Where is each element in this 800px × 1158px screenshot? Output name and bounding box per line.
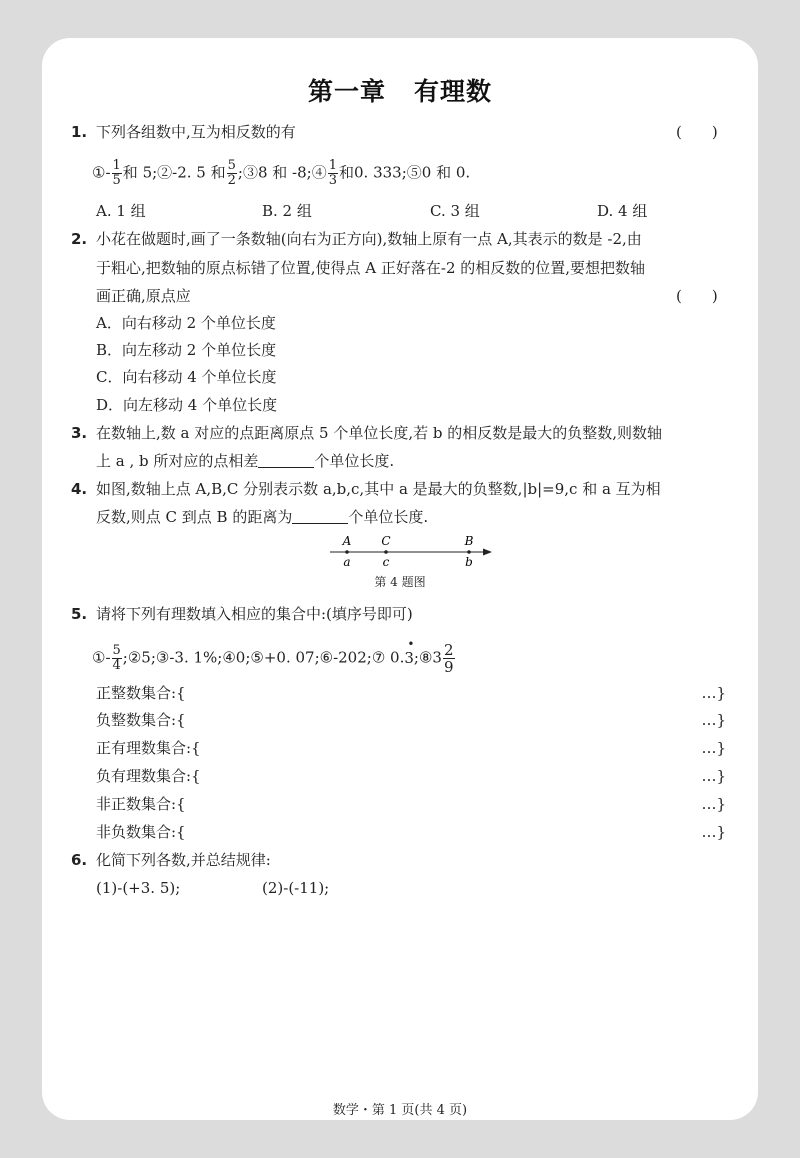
q2-line: 小花在做题时,画了一条数轴(向右为正方向),数轴上原有一点 A,其表示的数是 -2,由	[96, 230, 642, 248]
q1-fraction-1	[112, 159, 122, 188]
q4-number: 4.	[71, 480, 88, 498]
q5-number: 5.	[71, 605, 88, 623]
q1-number: 1.	[71, 123, 88, 141]
q5-number-text: ;②5;③-3. 1%;④0;⑤+0. 07;⑥-202;⑦ 0.	[122, 648, 405, 667]
q3-line2-text: 个单位长度.	[314, 452, 395, 470]
point-a-value: a	[343, 555, 351, 569]
q3-line1: 在数轴上,数 a 对应的点距离原点 5 个单位长度,若 b 的相反数是最大的负整数,则数轴	[96, 424, 663, 442]
q2-number: 2.	[71, 230, 88, 248]
fraction-numerator: 5	[227, 158, 236, 173]
q2-line: 画正确,原点应	[96, 287, 191, 305]
q5-fraction-1	[112, 644, 122, 673]
q4-line1: 如图,数轴上点 A,B,C 分别表示数 a,b,c,其中 a 是最大的负整数,|b|=9,c 和 a 互为相	[96, 480, 661, 498]
q5-stem: 请将下列有理数填入相应的集合中:(填序号即可)	[96, 605, 413, 623]
q1-answer-paren: ( )	[676, 123, 718, 141]
q4-answer-blank[interactable]	[292, 509, 348, 524]
q1-stem: 下列各组数中,互为相反数的有	[96, 123, 296, 141]
q5-set-non-negative: 非负数集合:{	[96, 823, 186, 841]
q5-set-positive-integers: 正整数集合:{	[96, 684, 186, 702]
q2-option-a[interactable]: A．向右移动 2 个单位长度	[96, 314, 276, 332]
point-a-label: A	[342, 534, 352, 548]
q6-item-2: (2)-(-11);	[262, 879, 330, 897]
arrow-right-icon	[483, 549, 492, 556]
set-end: …}	[701, 684, 726, 702]
point-c-value: c	[382, 555, 390, 569]
q5-number-text: ①-	[92, 648, 111, 667]
q1-option-a[interactable]: A. 1 组	[96, 202, 146, 220]
page-footer: 数学・第 1 页(共 4 页)	[332, 1103, 468, 1118]
q2-answer-paren: ( )	[676, 287, 718, 305]
q2-option-d[interactable]: D．向左移动 4 个单位长度	[96, 396, 278, 414]
chapter-title	[0, 72, 800, 108]
q5-fraction-2	[443, 642, 455, 675]
q1-pair-text: ;③8 和 -8;④	[237, 163, 327, 182]
q4-line2-text: 个单位长度.	[348, 508, 429, 526]
q1-option-b[interactable]: B. 2 组	[262, 202, 312, 220]
q5-number-text: ;⑧3	[413, 648, 442, 667]
chapter-name: 有理数	[414, 77, 493, 106]
q5-set-negative-rationals: 负有理数集合:{	[96, 767, 201, 785]
set-end: …}	[701, 795, 726, 813]
point-b-label: B	[464, 534, 474, 548]
q6-item-1: (1)-(+3. 5);	[96, 879, 181, 897]
q2-option-b[interactable]: B．向左移动 2 个单位长度	[96, 341, 277, 359]
q1-fraction-2	[227, 159, 237, 188]
q1-option-d[interactable]: D. 4 组	[597, 202, 648, 220]
q4-line2-text: 反数,则点 C 到点 B 的距离为	[96, 508, 293, 526]
set-end: …}	[701, 823, 726, 841]
point-c-label: C	[381, 534, 391, 548]
fraction-numerator: 1	[328, 158, 337, 173]
fraction-numerator: 2	[443, 641, 454, 659]
q1-pairs	[92, 159, 470, 188]
q5-set-non-positive: 非正数集合:{	[96, 795, 186, 813]
q4-figure-caption: 第 4 题图	[374, 575, 426, 589]
q1-pair-text: 和0. 333;⑤0 和 0.	[339, 163, 471, 182]
fraction-numerator: 5	[112, 643, 121, 658]
point-b-value: b	[465, 555, 473, 569]
fraction-denominator: 3	[328, 173, 337, 188]
repeating-digit: • 3	[404, 636, 415, 667]
q4-line2	[96, 507, 428, 527]
chapter-number: 第一章	[307, 77, 386, 106]
q4-number-line-figure	[320, 530, 500, 572]
set-end: …}	[701, 711, 726, 729]
set-end: …}	[701, 767, 726, 785]
q1-option-c[interactable]: C. 3 组	[430, 202, 480, 220]
fraction-numerator: 1	[112, 158, 121, 173]
q3-answer-blank[interactable]	[258, 453, 314, 468]
q1-pair-text: 和 5;②-2. 5 和	[122, 163, 226, 182]
q5-set-negative-integers: 负整数集合:{	[96, 711, 186, 729]
fraction-denominator: 2	[227, 173, 236, 188]
fraction-denominator: 5	[112, 173, 121, 188]
q3-line2-text: 上 a , b 所对应的点相差	[96, 452, 259, 470]
q5-set-positive-rationals: 正有理数集合:{	[96, 739, 201, 757]
point-c-dot	[384, 550, 388, 554]
q3-line2	[96, 451, 394, 471]
q2-option-c[interactable]: C．向右移动 4 个单位长度	[96, 368, 277, 386]
q5-numbers	[92, 636, 456, 676]
point-a-dot	[345, 550, 349, 554]
fraction-denominator: 9	[443, 658, 454, 676]
point-b-dot	[467, 550, 471, 554]
repeating-digit-value: 3	[404, 648, 414, 667]
q6-stem: 化简下列各数,并总结规律:	[96, 851, 271, 869]
q3-number: 3.	[71, 424, 88, 442]
q1-pair-text: ①-	[92, 163, 111, 182]
q6-number: 6.	[71, 851, 88, 869]
q2-line: 于粗心,把数轴的原点标错了位置,使得点 A 正好落在-2 的相反数的位置,要想把数轴	[96, 259, 646, 277]
fraction-denominator: 4	[112, 658, 121, 673]
q1-fraction-3	[328, 159, 338, 188]
set-end: …}	[701, 739, 726, 757]
